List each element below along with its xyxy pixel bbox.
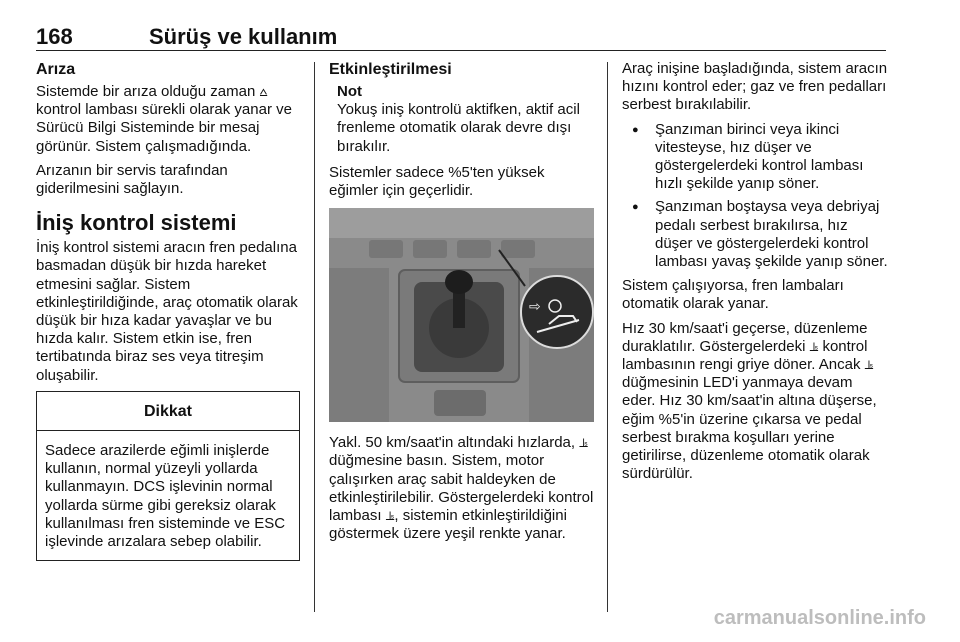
svg-text:⇨: ⇨ bbox=[529, 299, 541, 316]
list-item: ● Şanzıman boştaysa veya debriyaj pedalı serbest bırakılırsa, hız düşer ve göstergelerdeki kontrol lambası yavaş şekilde yanıp söner. bbox=[622, 198, 888, 271]
hill-descent-icon: ⫡ bbox=[809, 338, 819, 354]
warning-box bbox=[36, 391, 300, 561]
warning-title: Dikkat bbox=[37, 392, 299, 431]
column-divider bbox=[314, 62, 315, 612]
column-right bbox=[622, 60, 888, 489]
section-heading: İniş kontrol sistemi bbox=[36, 210, 237, 236]
page-header bbox=[36, 20, 886, 51]
activation-heading: Etkinleştirilmesi bbox=[329, 61, 452, 78]
section-intro: İniş kontrol sistemi aracın fren pedalına basmadan düşük bir hızda hareket etmesini sağlar. Sistem etkinleştirildiğinde, araç otomatik olarak düşük bir hıza kadar yavaşlar ve bu hızda kalır. Sistem etkin ise, fren tertibatında biraz ses veya titreşim oluşabilir. bbox=[36, 239, 298, 384]
column-left bbox=[36, 60, 300, 561]
page-number: 168 bbox=[36, 24, 73, 49]
warning-text: Sadece arazilerde eğimli inişlerde kullanın, normal yüzeyli yollarda kullanmayın. DCS işlevinin normal yollarda sürme gibi gereksiz olarak kullanılması fren sisteminde ve ESC işlevinde arızalara sebep olabilir. bbox=[45, 442, 286, 551]
fault-heading: Arıza bbox=[36, 61, 76, 78]
hill-descent-icon: ⫡ bbox=[385, 508, 395, 524]
hill-descent-icon: ⫡ bbox=[579, 435, 588, 451]
page-title: Sürüş ve kullanım bbox=[149, 24, 338, 49]
note-title: Not bbox=[337, 83, 362, 100]
activation-paragraph: Yakl. 50 km/saat'in altındaki hızlarda, ⫡ düğmesine basın. Sistem, motor çalışırken araç sabit haldeyken de etkinleştirilebilir. Göstergelerdeki kontrol lambası ⫡, sistemin etkinleştirildiğini göstermek üzere yeşil renkte yanar. bbox=[329, 434, 594, 543]
fault-paragraph: Sistemde bir arıza olduğu zaman ⩟ kontrol lambası sürekli olarak yanar ve Sürücü Bilgi Sisteminde bir mesaj görünür. Sistem çalışmadığında. bbox=[36, 83, 292, 155]
bullet-list bbox=[622, 121, 888, 272]
speed-paragraph: Hız 30 km/saat'i geçerse, düzenleme duraklatılır. Göstergelerdeki ⫡ kontrol lambasının rengi griye döner. Ancak ⫡ düğmesinin LED'i yanmaya devam eder. Hız 30 km/saat'in altına düşerse, eğim %5'in üzerine çıkarsa ve pedal serbest bırakma koşulları yerine getirilirse, düzenleme otomatik olarak sürdürülür. bbox=[622, 319, 877, 483]
column-divider bbox=[607, 62, 608, 612]
column-middle bbox=[329, 60, 594, 549]
slope-paragraph: Sistemler sadece %5'ten yüksek eğimler için geçerlidir. bbox=[329, 163, 545, 200]
hill-descent-icon: ⫡ bbox=[864, 357, 874, 373]
service-paragraph: Arızanın bir servis tarafından giderilmesini sağlayın. bbox=[36, 161, 228, 198]
hill-descent-fault-icon: ⩟ bbox=[259, 84, 268, 99]
brake-lights-paragraph: Sistem çalışıyorsa, fren lambaları otomatik olarak yanar. bbox=[622, 277, 844, 313]
note-block bbox=[329, 83, 594, 156]
descent-paragraph: Araç inişine başladığında, sistem aracın hızını kontrol eder; gaz ve fren pedalları serbest bırakılabilir. bbox=[622, 60, 888, 114]
console-illustration bbox=[329, 208, 594, 422]
watermark: carmanualsonline.info bbox=[713, 607, 926, 629]
list-item: ● Şanzıman birinci veya ikinci vitesteyse, hız düşer ve göstergelerdeki kontrol lambası hızlı şekilde yanıp söner. bbox=[622, 121, 888, 194]
note-text: Yokuş iniş kontrolü aktifken, aktif acil frenleme otomatik olarak devre dışı bırakılır. bbox=[337, 101, 580, 155]
